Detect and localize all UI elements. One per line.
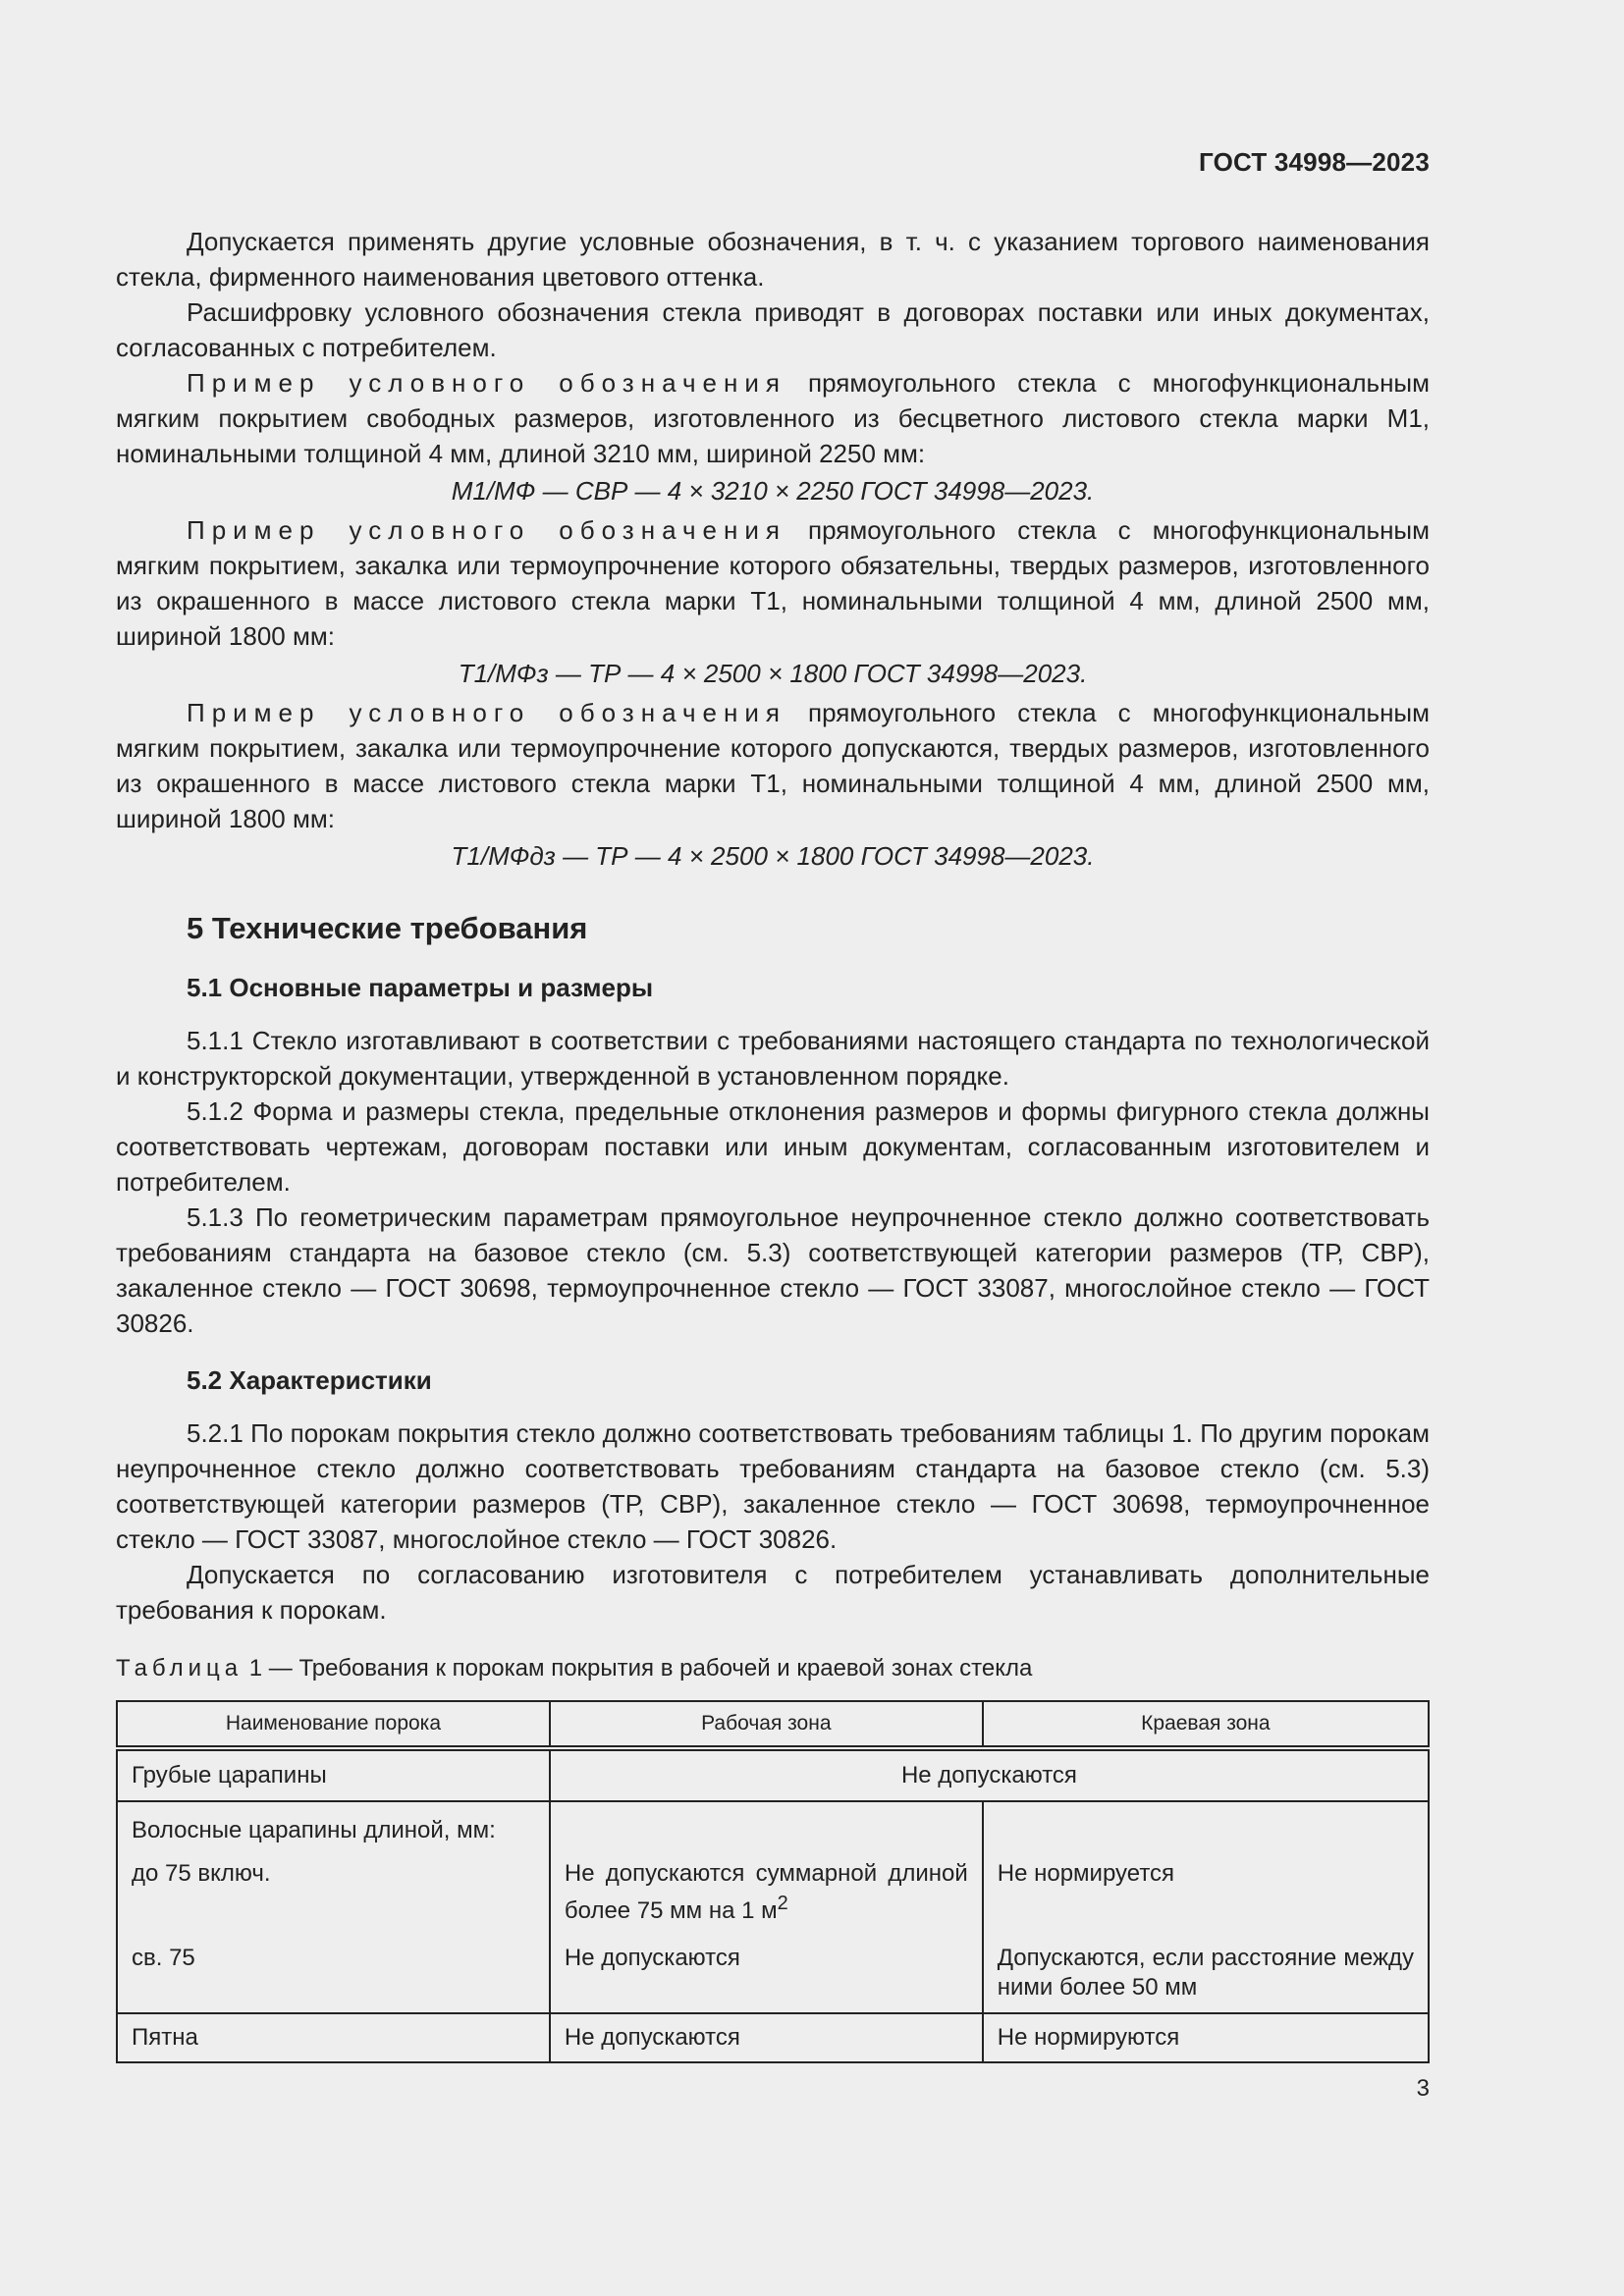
cell-hair-75-name: до 75 включ. xyxy=(117,1849,550,1936)
section-5-title: 5 Технические требования xyxy=(187,911,588,945)
table-header-row xyxy=(117,1701,1429,1748)
example-3 xyxy=(116,695,1430,836)
table-caption-text: 1 — Требования к порокам покрытия в рабочей и краевой зонах стекла xyxy=(248,1655,1033,1682)
table-row xyxy=(117,2013,1429,2062)
cell-hair-name: Волосные царапины длиной, мм: xyxy=(117,1801,550,1849)
example-label: Пример условного обозначения xyxy=(187,698,786,727)
cell-empty xyxy=(550,1801,983,1849)
cell-hair-75-work-text: Не допускаются суммарной длиной более 75 мм на 1 м xyxy=(564,1860,968,1924)
header-defect-name: Наименование порока xyxy=(117,1701,550,1748)
cell-spots-edge: Не нормируются xyxy=(983,2013,1429,2062)
cell-hair-over-edge: Допускаются, если расстояние между ними более 50 мм xyxy=(983,1936,1429,2013)
section-5-1-title: 5.1 Основные параметры и размеры xyxy=(187,973,654,1002)
example-3-text: прямоугольного стекла с многофункциональным мягким покрытием, закалка или термоупрочнение которого допускаются, твердых размеров, изготовленного из окрашенного в массе листового стекла марки Т1, номинальными толщиной 4 мм, длиной 2500 мм, шириной 1800 мм: xyxy=(116,698,1430,833)
document-body xyxy=(116,224,1430,2063)
clause-5-1-2: 5.1.2 Форма и размеры стекла, предельные отклонения размеров и формы фигурного стекла должны соответствовать чертежам, договорам поставки или иным документам, согласованным изготовителем и потребителем. xyxy=(116,1096,1430,1197)
example-3-formula: Т1/МФдз — ТР — 4 × 2500 × 1800 ГОСТ 34998—2023. xyxy=(451,841,1095,871)
paragraph-decoding: Расшифровку условного обозначения стекла приводят в договорах поставки или иных документах, согласованных с потребителем. xyxy=(116,297,1430,362)
table-row xyxy=(117,1748,1429,1801)
table-row xyxy=(117,1849,1429,1936)
clause-5-1-3: 5.1.3 По геометрическим параметрам прямоугольное неупрочненное стекло должно соответствовать требованиям стандарта на базовое стекло (см. 5.3) соответствующей категории размеров (ТР, СВР), закаленное стекло — ГОСТ 30698, термоупрочненное стекло — ГОСТ 33087, многослойное стекло — ГОСТ 30826. xyxy=(116,1202,1430,1338)
example-2-formula: Т1/МФз — ТР — 4 × 2500 × 1800 ГОСТ 34998—2023. xyxy=(458,659,1088,688)
paragraph-other-designations: Допускается применять другие условные обозначения, в т. ч. с указанием торгового наименования стекла, фирменного наименования цветового оттенка. xyxy=(116,227,1430,292)
table-caption-label: Таблица xyxy=(116,1655,244,1682)
cell-empty xyxy=(983,1801,1429,1849)
example-label: Пример условного обозначения xyxy=(187,515,786,545)
table-row xyxy=(117,1801,1429,1849)
example-1 xyxy=(116,365,1430,471)
cell-hair-over-name: св. 75 xyxy=(117,1936,550,2013)
cell-hair-75-edge: Не нормируется xyxy=(983,1849,1429,1936)
document-page xyxy=(116,0,1430,2296)
section-5-2-title: 5.2 Характеристики xyxy=(187,1365,432,1395)
cell-hair-75-work xyxy=(550,1849,983,1936)
cell-spots-work: Не допускаются xyxy=(550,2013,983,2062)
defects-table xyxy=(116,1700,1430,2063)
cell-spots-name: Пятна xyxy=(117,2013,550,2062)
page-number: 3 xyxy=(1416,2075,1430,2102)
clause-5-1-1: 5.1.1 Стекло изготавливают в соответствии с требованиями настоящего стандарта по технологической и конструкторской документации, утвержденной в установленном порядке. xyxy=(116,1026,1430,1091)
header-edge-zone: Краевая зона xyxy=(983,1701,1429,1748)
example-2-text: прямоугольного стекла с многофункциональным мягким покрытием, закалка или термоупрочнение которого обязательны, твердых размеров, изготовленного из окрашенного в массе листового стекла марки Т1, номинальными толщиной 4 мм, длиной 2500 мм, шириной 1800 мм: xyxy=(116,515,1430,651)
clause-5-2-1-extra: Допускается по согласованию изготовителя с потребителем устанавливать дополнительные требования к порокам. xyxy=(116,1560,1430,1625)
clause-5-2-1: 5.2.1 По порокам покрытия стекло должно соответствовать требованиям таблицы 1. По другим порокам неупрочненное стекло должно соответствовать требованиям стандарта на базовое стекло (см. 5.3) соответствующей категории размеров (ТР, СВР), закаленное стекло — ГОСТ 30698, термоупрочненное стекло — ГОСТ 33087, многослойное стекло — ГОСТ 30826. xyxy=(116,1418,1430,1554)
document-header: ГОСТ 34998—2023 xyxy=(1199,147,1430,177)
header-work-zone: Рабочая зона xyxy=(550,1701,983,1748)
example-1-text: прямоугольного стекла с многофункциональным мягким покрытием свободных размеров, изготовленного из бесцветного листового стекла марки М1, номинальными толщиной 4 мм, длиной 3210 мм, шириной 2250 мм: xyxy=(116,368,1430,468)
cell-hair-over-work: Не допускаются xyxy=(550,1936,983,2013)
superscript-2: 2 xyxy=(777,1893,788,1914)
cell-rough-value: Не допускаются xyxy=(550,1748,1429,1801)
table-row xyxy=(117,1936,1429,2013)
cell-rough-name: Грубые царапины xyxy=(117,1748,550,1801)
example-1-formula: М1/МФ — СВР — 4 × 3210 × 2250 ГОСТ 34998—2023. xyxy=(451,476,1095,506)
example-label: Пример условного обозначения xyxy=(187,368,786,398)
table-1-caption xyxy=(116,1651,1430,1686)
example-2 xyxy=(116,512,1430,654)
